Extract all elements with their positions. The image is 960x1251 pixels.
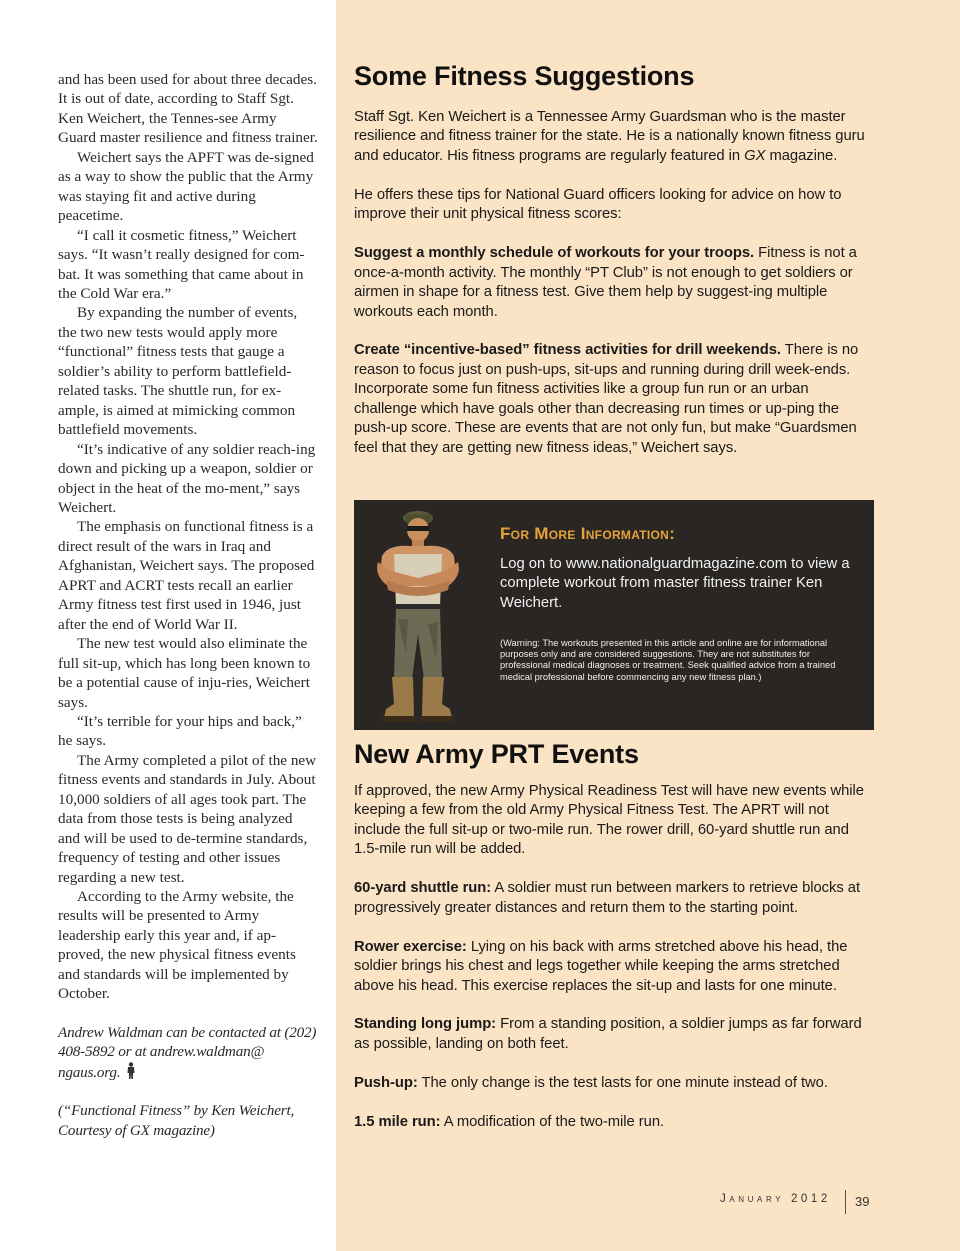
soldier-figure-icon bbox=[368, 504, 468, 726]
article-paragraph: “It’s terrible for your hips and back,” he says. bbox=[58, 712, 302, 750]
source-credit: (“Functional Fitness” by Ken Weichert, Courtesy of GX magazine) bbox=[58, 1102, 295, 1139]
tip-paragraph bbox=[354, 341, 874, 458]
tip-text: Fitness is not a once-a-month activity. The monthly “PT Club” is not enough to get soldiers or airmen in shape for a fitness test. Give them help by suggest-ing multiple workouts each month. bbox=[354, 245, 857, 320]
intro-paragraph-2: He offers these tips for National Guard officers looking for advice on how to improve their unit physical fitness scores: bbox=[354, 186, 842, 223]
event-paragraph bbox=[354, 938, 874, 996]
prt-events-section bbox=[354, 738, 874, 1152]
author-contact bbox=[58, 1023, 318, 1082]
tip-lead: Suggest a monthly schedule of workouts for your troops. bbox=[354, 245, 755, 262]
intro-text: Staff Sgt. Ken Weichert is a Tennessee Army Guardsman who is the master resilience and fitness trainer for the state. He is a nationally known fitness guru and educator. His fitness programs are regularly featured in bbox=[354, 109, 865, 164]
section-title: New Army PRT Events bbox=[354, 739, 639, 769]
event-text: Lying on his back with arms stretched above his head, the soldier brings his chest and legs together while keeping the arms stretched above his head. This exercise replaces the sit-up and lasts for one minute. bbox=[354, 938, 848, 994]
issue-date: January 2012 bbox=[720, 1193, 831, 1205]
article-paragraph: According to the Army website, the results will be presented to Army leadership early this year and, if ap-proved, the new physical fitness events and standards will be implemented by October. bbox=[58, 888, 296, 1003]
fitness-suggestions-section bbox=[354, 60, 874, 478]
more-info-box bbox=[354, 500, 874, 730]
event-lead: Push-up: bbox=[354, 1074, 418, 1091]
tip-paragraph bbox=[354, 244, 874, 322]
article-continuation bbox=[58, 70, 318, 1140]
event-text: The only change is the test lasts for one minute instead of two. bbox=[417, 1074, 828, 1091]
page-number: 39 bbox=[855, 1194, 870, 1209]
intro-paragraph: If approved, the new Army Physical Readiness Test will have new events while keeping a few from the old Army Physical Fitness Test. The APRT will not include the full sit-up or two-mile run. The rower drill, 60-yard shuttle run and 1.5-mile run will be added. bbox=[354, 783, 864, 858]
info-warning: (Warning: The workouts presented in this article and online are for informational purposes only and are considered suggestions. They are not substitutes for professional medical diagnoses or treatment. Seek qualified advice from a trained medical professional before commencing any new fitness plan.) bbox=[500, 638, 836, 682]
event-lead: 1.5 mile run: bbox=[354, 1113, 441, 1130]
event-paragraph bbox=[354, 1074, 874, 1093]
article-paragraph: The Army completed a pilot of the new fitness events and standards in July. About 10,000 soldiers of all ages took part. The data from those tests is being analyzed and will be used to de-termine standards, frequency of testing and other issues regarding a new test. bbox=[58, 751, 317, 886]
intro-text-end: magazine. bbox=[765, 147, 838, 164]
article-paragraph: and has been used for about three decades. It is out of date, according to Staff Sgt. Ken Weichert, the Tennes-see Army Guard master resilience and fitness trainer. bbox=[58, 71, 318, 147]
event-text: A modification of the two-mile run. bbox=[440, 1113, 665, 1130]
tip-lead: Create “incentive-based” fitness activities for drill weekends. bbox=[354, 342, 781, 359]
event-text: A soldier must run between markers to retrieve blocks at progressively greater distances and return them to the starting point. bbox=[354, 880, 861, 916]
article-paragraph: The new test would also eliminate the full sit-up, which has long been known to be a potential cause of inju-ries, Weichert says. bbox=[58, 635, 311, 711]
event-paragraph bbox=[354, 879, 874, 918]
event-lead: 60-yard shuttle run: bbox=[354, 880, 492, 897]
article-paragraph: “It’s indicative of any soldier reach-ing down and picking up a weapon, soldier or object in the heat of the mo-ment,” says Weichert. bbox=[58, 440, 316, 516]
magazine-name: GX bbox=[744, 147, 766, 164]
article-paragraph: “I call it cosmetic fitness,” Weichert says. “It wasn’t really designed for com-bat. It was something that came about in the Cold War era.” bbox=[58, 226, 305, 302]
end-mark-icon bbox=[126, 1062, 136, 1080]
event-lead: Rower exercise: bbox=[354, 938, 467, 955]
info-body: Log on to www.nationalguardmagazine.com to view a complete workout from master fitness trainer Ken Weichert. bbox=[500, 556, 850, 611]
section-title: Some Fitness Suggestions bbox=[354, 61, 695, 91]
intro-paragraph bbox=[354, 108, 874, 166]
footer-divider bbox=[845, 1190, 846, 1214]
section-body bbox=[354, 782, 874, 1132]
info-title: For More Information: bbox=[500, 524, 676, 543]
article-paragraph: The emphasis on functional fitness is a direct result of the wars in Iraq and Afghanistan, Weichert says. The proposed APRT and ACRT tests recall an earlier Army fitness test first used in 1946, just after the end of World War II. bbox=[58, 518, 315, 633]
event-lead: Standing long jump: bbox=[354, 1016, 497, 1033]
section-body bbox=[354, 108, 874, 458]
event-paragraph bbox=[354, 1113, 874, 1132]
event-paragraph bbox=[354, 1015, 874, 1054]
article-paragraph: Weichert says the APFT was de-signed as a way to show the public that the Army was staying fit and active during peacetime. bbox=[58, 148, 314, 225]
tip-text: There is no reason to focus just on push-ups, sit-ups and running during drill week-ends. Incorporate some fun fitness activities like a group fun run or an urban challenge which have goals other than decreasing run times or up-ping the push-up score. These are events that are not only fun, but make “Guardsmen feel that they are getting new fitness ideas,” Weichert says. bbox=[354, 342, 859, 456]
author-contact-text: Andrew Waldman can be contacted at (202) 408-5892 or at andrew.waldman@ ngaus.org. bbox=[58, 1023, 317, 1081]
event-text: From a standing position, a soldier jumps as far forward as possible, landing on both feet. bbox=[354, 1016, 862, 1052]
article-paragraph: By expanding the number of events, the two new tests would apply more “functional” fitness tests that gauge a soldier’s ability to perform battlefield-related tasks. The shuttle run, for ex-ample, is aimed at mimicking common battlefield movements. bbox=[58, 304, 298, 439]
